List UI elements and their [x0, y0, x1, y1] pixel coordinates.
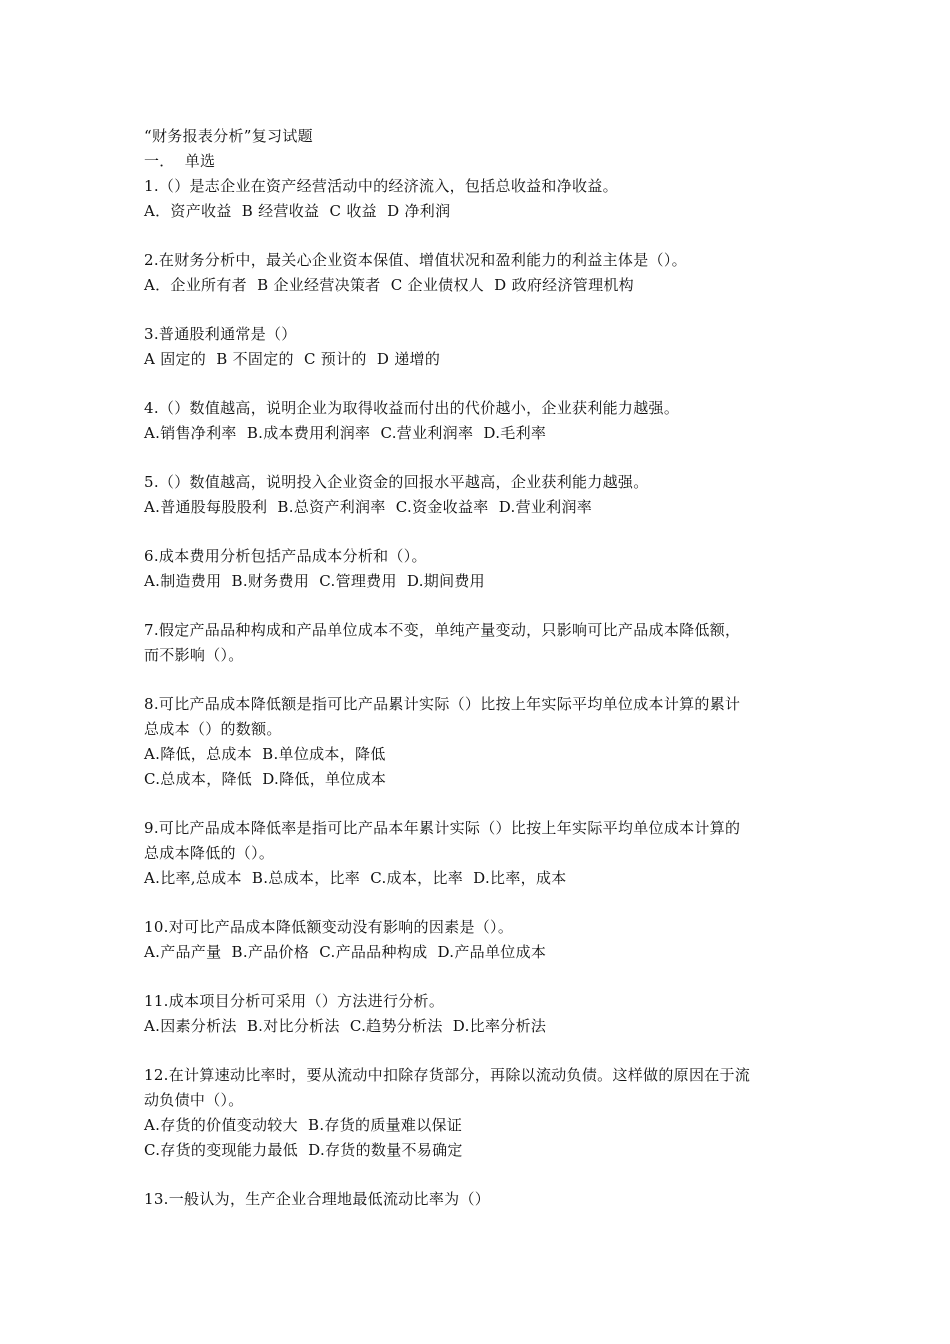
question-options-line: A.产品产量 B.产品价格 C.产品品种构成 D.产品单位成本 — [144, 943, 547, 961]
question-options-line: A.比率,总成本 B.总成本，比率 C.成本，比率 D.比率，成本 — [144, 869, 567, 887]
question-stem-line: 总成本（）的数额。 — [144, 720, 282, 738]
question-stem-line: 1.（）是志企业在资产经营活动中的经济流入，包括总收益和净收益。 — [144, 177, 618, 195]
question-stem-line: 6.成本费用分析包括产品成本分析和（）。 — [144, 547, 427, 565]
question-stem-line: 11.成本项目分析可采用（）方法进行分析。 — [144, 992, 445, 1010]
question-item — [144, 915, 812, 965]
question-options-line: A.普通股每股股利 B.总资产利润率 C.资金收益率 D.营业利润率 — [144, 498, 593, 516]
section-heading: 一． 单选 — [144, 152, 216, 170]
question-stem-line: 5.（）数值越高，说明投入企业资金的回报水平越高，企业获利能力越强。 — [144, 473, 649, 491]
question-stem-line: 9.可比产品成本降低率是指可比产品本年累计实际（）比按上年实际平均单位成本计算的 — [144, 819, 741, 837]
question-stem-line: 3.普通股利通常是（） — [144, 325, 297, 343]
question-stem-line: 2.在财务分析中，最关心企业资本保值、增值状况和盈利能力的利益主体是（）。 — [144, 251, 687, 269]
question-item — [144, 248, 812, 298]
question-stem-line: 13.一般认为，生产企业合理地最低流动比率为（） — [144, 1190, 491, 1208]
question-stem-line: 12.在计算速动比率时，要从流动中扣除存货部分，再除以流动负债。这样做的原因在于流 — [144, 1066, 751, 1084]
question-item — [144, 1063, 812, 1163]
question-stem-line: 而不影响（）。 — [144, 646, 244, 664]
question-item — [144, 396, 812, 446]
question-item — [144, 989, 812, 1039]
question-item — [144, 174, 812, 224]
question-stem-line: 10.对可比产品成本降低额变动没有影响的因素是（）。 — [144, 918, 514, 936]
question-options-line: A．企业所有者 B 企业经营决策者 C 企业债权人 D 政府经济管理机构 — [144, 276, 634, 294]
document-title: “财务报表分析”复习试题 — [144, 127, 313, 145]
document-header — [144, 124, 812, 174]
question-list — [144, 174, 812, 1212]
question-item — [144, 1187, 812, 1212]
question-stem-line: 8.可比产品成本降低额是指可比产品累计实际（）比按上年实际平均单位成本计算的累计 — [144, 695, 741, 713]
question-options-line: A.因素分析法 B.对比分析法 C.趋势分析法 D.比率分析法 — [144, 1017, 547, 1035]
question-options-line: A.降低，总成本 B.单位成本，降低 — [144, 745, 386, 763]
question-item — [144, 544, 812, 594]
question-options-line: C.总成本，降低 D.降低，单位成本 — [144, 770, 387, 788]
question-stem-line: 总成本降低的（）。 — [144, 844, 275, 862]
question-item — [144, 618, 812, 668]
question-options-line: A.销售净利率 B.成本费用利润率 C.营业利润率 D.毛利率 — [144, 424, 547, 442]
question-stem-line: 4.（）数值越高，说明企业为取得收益而付出的代价越小，企业获利能力越强。 — [144, 399, 680, 417]
question-item — [144, 816, 812, 891]
question-stem-line: 动负债中（）。 — [144, 1091, 244, 1109]
question-options-line: C.存货的变现能力最低 D.存货的数量不易确定 — [144, 1141, 463, 1159]
document-page — [144, 124, 812, 1212]
question-options-line: A 固定的 B 不固定的 C 预计的 D 递增的 — [144, 350, 441, 368]
question-stem-line: 7.假定产品品种构成和产品单位成本不变，单纯产量变动，只影响可比产品成本降低额， — [144, 621, 741, 639]
question-options-line: A．资产收益 B 经营收益 C 收益 D 净利润 — [144, 202, 451, 220]
question-item — [144, 692, 812, 792]
question-item — [144, 322, 812, 372]
question-options-line: A.制造费用 B.财务费用 C.管理费用 D.期间费用 — [144, 572, 485, 590]
question-item — [144, 470, 812, 520]
question-options-line: A.存货的价值变动较大 B.存货的质量难以保证 — [144, 1116, 463, 1134]
